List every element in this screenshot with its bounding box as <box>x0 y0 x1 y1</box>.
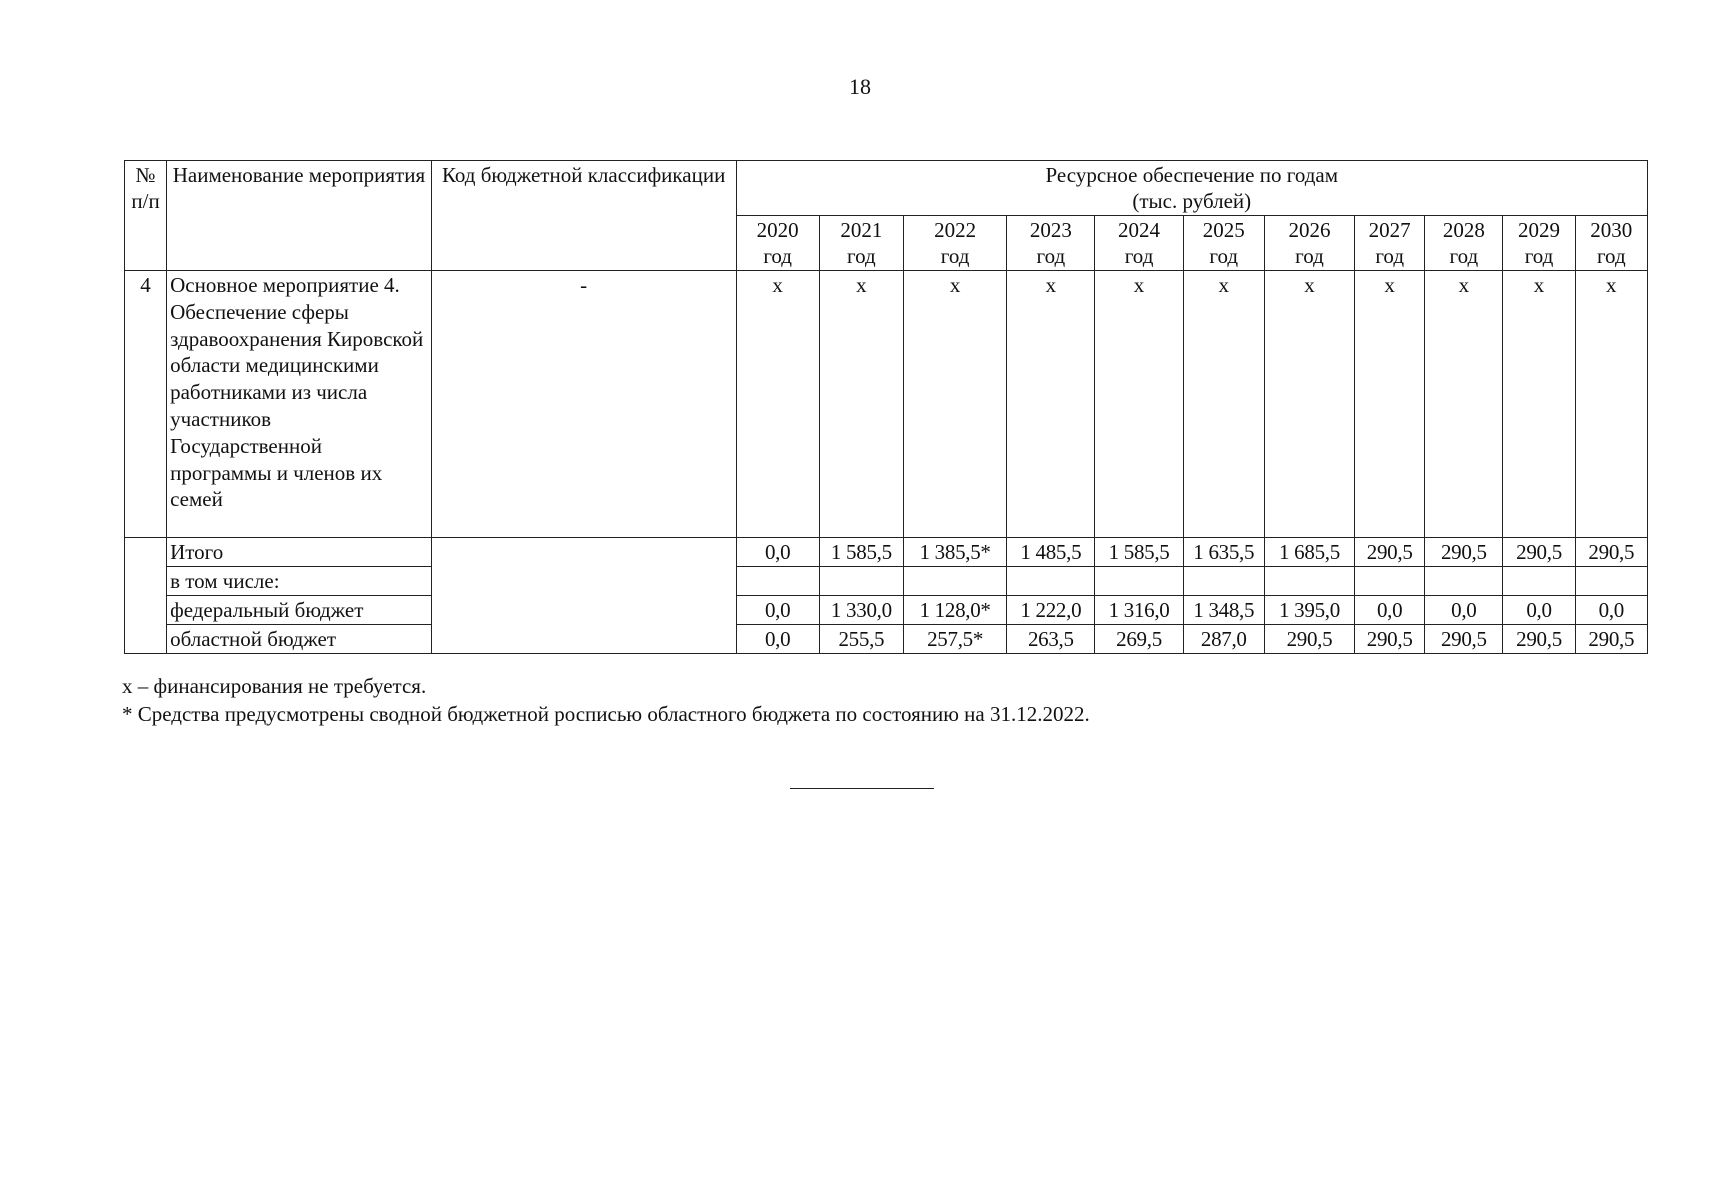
header-year-number: 2022 <box>934 218 977 242</box>
value-cell: 290,5 <box>1503 538 1575 567</box>
value-cell: 1 395,0 <box>1264 596 1354 625</box>
header-year-number: 2030 <box>1590 218 1633 242</box>
header-year-2023 <box>1007 216 1095 271</box>
value-cell: 0,0 <box>736 596 819 625</box>
value-cell: 1 635,5 <box>1183 538 1264 567</box>
value-cell: 290,5 <box>1355 538 1425 567</box>
page-number: 18 <box>849 74 871 99</box>
event-num: 4 <box>125 271 167 538</box>
value-cell <box>903 567 1006 596</box>
header-event-name: Наименование мероприятия <box>167 161 432 271</box>
header-year-2028 <box>1425 216 1503 271</box>
end-rule <box>790 788 934 789</box>
header-year-suffix: год <box>1449 244 1479 268</box>
header-resources <box>736 161 1647 216</box>
table-row-total <box>125 538 1648 567</box>
value-cell: 1 485,5 <box>1007 538 1095 567</box>
event-value-cell: x <box>1095 271 1183 538</box>
value-cell <box>1575 567 1647 596</box>
header-budget-code: Код бюджетной классификации <box>431 161 736 271</box>
header-year-suffix: год <box>1375 244 1404 268</box>
header-year-2025 <box>1183 216 1264 271</box>
header-year-suffix: год <box>940 244 970 268</box>
event-value-cell: x <box>819 271 903 538</box>
resource-table <box>124 160 1648 654</box>
value-cell: 1 685,5 <box>1264 538 1354 567</box>
value-cell: 290,5 <box>1264 625 1354 654</box>
footnotes <box>122 672 1090 728</box>
value-cell: 290,5 <box>1503 625 1575 654</box>
value-cell: 290,5 <box>1355 625 1425 654</box>
event-value-cell: x <box>1183 271 1264 538</box>
header-year-number: 2021 <box>840 218 883 242</box>
event-value-cell: x <box>903 271 1006 538</box>
header-year-suffix: год <box>1524 244 1554 268</box>
header-year-2029 <box>1503 216 1575 271</box>
event-budget-code: - <box>431 271 736 538</box>
value-cell: 290,5 <box>1425 625 1503 654</box>
event-value-cell: x <box>1575 271 1647 538</box>
value-cell: 1 316,0 <box>1095 596 1183 625</box>
value-cell: 1 585,5 <box>1095 538 1183 567</box>
header-year-number: 2027 <box>1368 218 1411 242</box>
value-cell <box>1425 567 1503 596</box>
value-cell: 0,0 <box>1503 596 1575 625</box>
header-year-suffix: год <box>763 244 792 268</box>
value-cell <box>1355 567 1425 596</box>
header-year-suffix: год <box>1596 244 1626 268</box>
value-cell: 1 385,5* <box>903 538 1006 567</box>
row-label: Итого <box>167 538 432 567</box>
event-value-cell: x <box>1264 271 1354 538</box>
value-cell: 255,5 <box>819 625 903 654</box>
header-year-number: 2024 <box>1118 218 1161 242</box>
row-label: в том числе: <box>167 567 432 596</box>
value-cell: 0,0 <box>1355 596 1425 625</box>
value-cell <box>1264 567 1354 596</box>
value-cell: 1 222,0 <box>1007 596 1095 625</box>
header-year-2022 <box>903 216 1006 271</box>
header-resources-title: Ресурсное обеспечение по годам <box>1045 163 1339 187</box>
table-row-event <box>125 271 1648 538</box>
header-year-suffix: год <box>847 244 876 268</box>
value-cell <box>819 567 903 596</box>
header-year-2021 <box>819 216 903 271</box>
table-row-regional <box>125 625 1648 654</box>
footnote-asterisk: * Средства предусмотрены сводной бюджетной росписью областного бюджета по состоянию на 31.12.2022. <box>122 702 1090 726</box>
value-cell <box>736 567 819 596</box>
header-year-suffix: год <box>1036 244 1066 268</box>
event-value-cell: x <box>736 271 819 538</box>
table-row-federal <box>125 596 1648 625</box>
total-num-cell <box>125 538 167 654</box>
value-cell <box>1183 567 1264 596</box>
value-cell: 0,0 <box>1575 596 1647 625</box>
header-year-number: 2023 <box>1029 218 1072 242</box>
header-year-suffix: год <box>1295 244 1324 268</box>
value-cell: 257,5* <box>903 625 1006 654</box>
header-row-1 <box>125 161 1648 216</box>
value-cell: 269,5 <box>1095 625 1183 654</box>
total-code-cell <box>431 538 736 654</box>
header-num: № п/п <box>125 161 167 271</box>
value-cell: 1 330,0 <box>819 596 903 625</box>
header-year-2026 <box>1264 216 1354 271</box>
value-cell: 290,5 <box>1575 538 1647 567</box>
value-cell: 0,0 <box>1425 596 1503 625</box>
row-label: федеральный бюджет <box>167 596 432 625</box>
header-year-number: 2020 <box>756 218 799 242</box>
value-cell: 1 585,5 <box>819 538 903 567</box>
header-year-suffix: год <box>1209 244 1239 268</box>
event-value-cell: x <box>1425 271 1503 538</box>
event-name: Основное мероприятие 4. Обеспечение сферы здравоохранения Кировской области медицинскими работниками из числа участников Государственной программы и членов их семей <box>167 271 432 538</box>
header-year-2020 <box>736 216 819 271</box>
value-cell <box>1007 567 1095 596</box>
event-value-cell: x <box>1355 271 1425 538</box>
header-year-number: 2029 <box>1518 218 1561 242</box>
value-cell: 287,0 <box>1183 625 1264 654</box>
header-year-2030 <box>1575 216 1647 271</box>
value-cell <box>1095 567 1183 596</box>
header-year-number: 2028 <box>1442 218 1485 242</box>
value-cell: 290,5 <box>1575 625 1647 654</box>
header-year-number: 2025 <box>1202 218 1245 242</box>
event-value-cell: x <box>1503 271 1575 538</box>
header-year-2024 <box>1095 216 1183 271</box>
footnote-x: х – финансирования не требуется. <box>122 674 427 698</box>
event-value-cell: x <box>1007 271 1095 538</box>
table-row-including <box>125 567 1648 596</box>
header-year-suffix: год <box>1124 244 1154 268</box>
header-resources-unit: (тыс. рублей) <box>1132 189 1252 213</box>
value-cell: 0,0 <box>736 538 819 567</box>
header-year-number: 2026 <box>1288 218 1331 242</box>
value-cell: 290,5 <box>1425 538 1503 567</box>
row-label: областной бюджет <box>167 625 432 654</box>
value-cell: 1 128,0* <box>903 596 1006 625</box>
value-cell: 263,5 <box>1007 625 1095 654</box>
value-cell: 0,0 <box>736 625 819 654</box>
value-cell <box>1503 567 1575 596</box>
header-year-2027 <box>1355 216 1425 271</box>
value-cell: 1 348,5 <box>1183 596 1264 625</box>
